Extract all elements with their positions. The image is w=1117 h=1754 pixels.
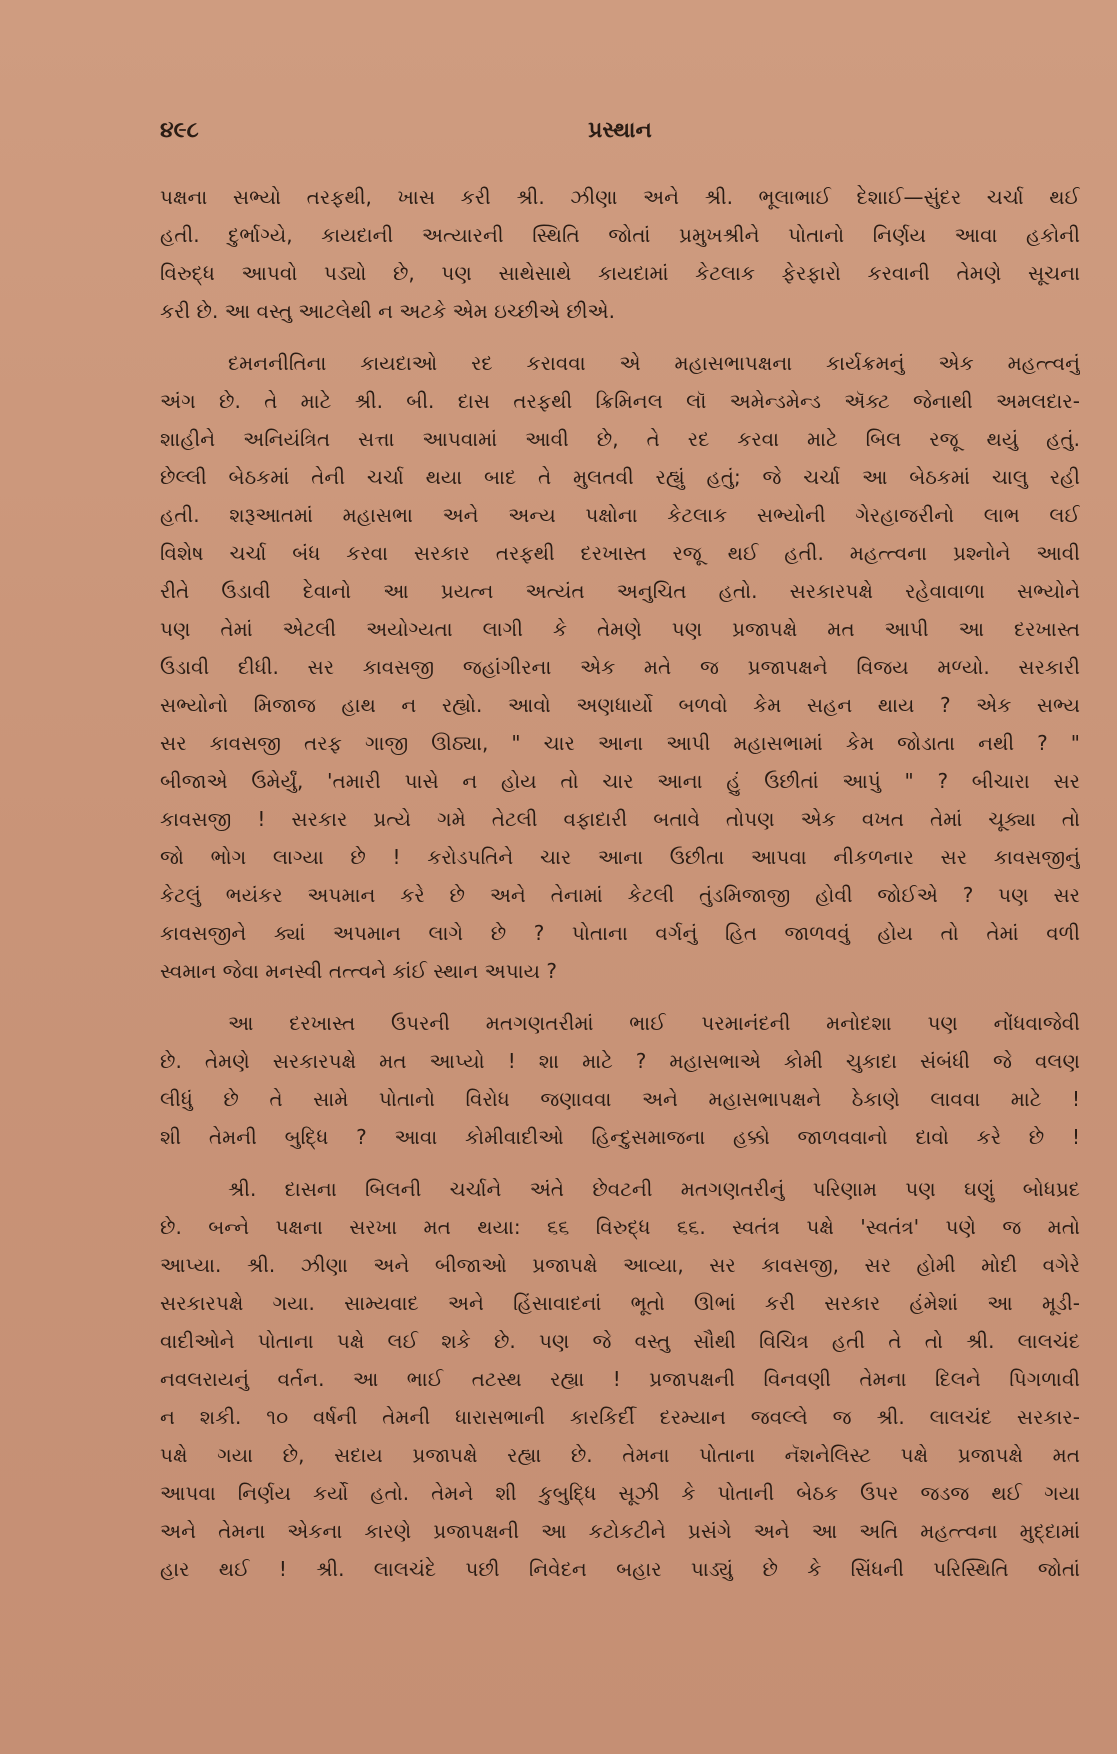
body-text xyxy=(160,178,1080,1602)
text-line: ન શકી. ૧૦ વર્ષની તેમની ધારાસભાની કારકિર્દી દરમ્યાન જવલ્લે જ શ્રી. લાલચંદ સરકાર- xyxy=(160,1405,1080,1429)
text-line: બીજાએ ઉમેર્યું, 'તમારી પાસે ન હોય તો ચાર આના હું ઉછીતાં આપું " ? બીચારા સર xyxy=(160,769,1080,793)
paragraph-1 xyxy=(160,178,1080,330)
text-line: કાવસજી ! સરકાર પ્રત્યે ગમે તેટલી વફાદારી બતાવે તોપણ એક વખત તેમાં ચૂક્યા તો xyxy=(160,807,1080,831)
text-line: શી તેમની બુદ્ધિ ? આવા કોમીવાદીઓ હિન્દુસમાજના હક્કો જાળવવાનો દાવો કરે છે ! xyxy=(160,1125,1080,1149)
text-line: પક્ષના સભ્યો તરફથી, ખાસ કરી શ્રી. ઝીણા અને શ્રી. ભૂલાભાઈ દેશાઈ—સુંદર ચર્ચા થઈ xyxy=(160,185,1080,209)
text-line: આ દરખાસ્ત ઉપરની મતગણતરીમાં ભાઈ પરમાનંદની મનોદશા પણ નોંધવાજેવી xyxy=(228,1011,1080,1035)
text-line: શાહીને અનિયંત્રિત સત્તા આપવામાં આવી છે, તે રદ કરવા માટે બિલ રજૂ થયું હતું. xyxy=(160,427,1080,451)
text-line: કાવસજીને ક્યાં અપમાન લાગે છે ? પોતાના વર્ગનું હિત જાળવવું હોય તો તેમાં વળી xyxy=(160,921,1080,945)
text-line: આપ્યા. શ્રી. ઝીણા અને બીજાઓ પ્રજાપક્ષે આવ્યા, સર કાવસજી, સર હોમી મોદી વગેરે xyxy=(160,1253,1080,1277)
running-title: પ્રસ્થાન xyxy=(588,118,652,143)
text-line: અંગ છે. તે માટે શ્રી. બી. દાસ તરફથી ક્રિમિનલ લૉ અમેન્ડમેન્ડ ઍક્ટ જેનાથી અમલદાર- xyxy=(160,389,1080,413)
text-line: છે. બન્ને પક્ષના સરખા મત થયા: ૬૬ વિરુદ્ધ ૬૬. સ્વતંત્ર પક્ષે 'સ્વતંત્ર' પણે જ મતો xyxy=(160,1215,1080,1239)
text-line: વિરુદ્ધ આપવો પડ્યો છે, પણ સાથેસાથે કાયદામાં કેટલાક ફેરફારો કરવાની તેમણે સૂચના xyxy=(160,261,1080,285)
page-header xyxy=(160,118,1080,158)
paragraph-3 xyxy=(160,1004,1080,1156)
text-line: નવલરાયનું વર્તન. આ ભાઈ તટસ્થ રહ્યા ! પ્રજાપક્ષની વિનવણી તેમના દિલને પિગળાવી xyxy=(160,1367,1080,1391)
text-line: સ્વમાન જેવા મનસ્વી તત્ત્વને કાંઈ સ્થાન અપાય ? xyxy=(160,959,557,983)
text-line: જો ભોગ લાગ્યા છે ! કરોડપતિને ચાર આના ઉછીતા આપવા નીકળનાર સર કાવસજીનું xyxy=(160,845,1080,869)
text-line: અને તેમના એકના કારણે પ્રજાપક્ષની આ કટોકટીને પ્રસંગે અને આ અતિ મહત્ત્વના મુદ્દામાં xyxy=(160,1519,1080,1543)
paragraph-2 xyxy=(160,344,1080,990)
paragraph-4 xyxy=(160,1170,1080,1588)
text-line: આપવા નિર્ણય કર્યો હતો. તેમને શી કુબુદ્ધિ સૂઝી કે પોતાની બેઠક ઉપર જડજ થઈ ગયા xyxy=(160,1481,1080,1505)
text-line: શ્રી. દાસના બિલની ચર્ચાને અંતે છેવટની મતગણતરીનું પરિણામ પણ ઘણું બોધપ્રદ xyxy=(228,1177,1080,1201)
text-line: કેટલું ભયંકર અપમાન કરે છે અને તેનામાં કેટલી તુંડમિજાજી હોવી જોઈએ ? પણ સર xyxy=(160,883,1080,907)
text-line: દમનનીતિના કાયદાઓ રદ કરાવવા એ મહાસભાપક્ષના કાર્યક્રમનું એક મહત્ત્વનું xyxy=(228,351,1080,375)
text-line: સર કાવસજી તરફ ગાજી ઊઠ્યા, " ચાર આના આપી મહાસભામાં કેમ જોડાતા નથી ? " xyxy=(160,731,1080,755)
page-number: ૪૯૮ xyxy=(160,118,199,143)
text-line: પણ તેમાં એટલી અયોગ્યતા લાગી કે તેમણે પણ પ્રજાપક્ષે મત આપી આ દરખાસ્ત xyxy=(160,617,1080,641)
text-line: પક્ષે ગયા છે, સદાય પ્રજાપક્ષે રહ્યા છે. તેમના પોતાના નૅશનેલિસ્ટ પક્ષે પ્રજાપક્ષે મત xyxy=(160,1443,1080,1467)
text-line: સરકારપક્ષે ગયા. સામ્યવાદ અને હિંસાવાદનાં ભૂતો ઊભાં કરી સરકાર હંમેશાં આ મૂડી- xyxy=(160,1291,1080,1315)
text-line: સભ્યોનો મિજાજ હાથ ન રહ્યો. આવો અણધાર્યો બળવો કેમ સહન થાય ? એક સભ્ય xyxy=(160,693,1080,717)
text-line: રીતે ઉડાવી દેવાનો આ પ્રયત્ન અત્યંત અનુચિત હતો. સરકારપક્ષે રહેવાવાળા સભ્યોને xyxy=(160,579,1080,603)
text-line: વિશેષ ચર્ચા બંધ કરવા સરકાર તરફથી દરખાસ્ત રજૂ થઈ હતી. મહત્ત્વના પ્રશ્નોને આવી xyxy=(160,541,1080,565)
text-line: હતી. દુર્ભાગ્યે, કાયદાની અત્યારની સ્થિતિ જોતાં પ્રમુખશ્રીને પોતાનો નિર્ણય આવા હકોની xyxy=(160,223,1080,247)
text-line: ઉડાવી દીધી. સર કાવસજી જહાંગીરના એક મતે જ પ્રજાપક્ષને વિજય મળ્યો. સરકારી xyxy=(160,655,1080,679)
text-line: કરી છે. આ વસ્તુ આટલેથી ન અટકે એમ ઇચ્છીએ છીએ. xyxy=(160,299,616,323)
text-line: વાદીઓને પોતાના પક્ષે લઈ શકે છે. પણ જે વસ્તુ સૌથી વિચિત્ર હતી તે તો શ્રી. લાલચંદ xyxy=(160,1329,1080,1353)
text-line: હતી. શરૂઆતમાં મહાસભા અને અન્ય પક્ષોના કેટલાક સભ્યોની ગેરહાજરીનો લાભ લઈ xyxy=(160,503,1080,527)
text-line: છે. તેમણે સરકારપક્ષે મત આપ્યો ! શા માટે ? મહાસભાએ કોમી ચુકાદા સંબંધી જે વલણ xyxy=(160,1049,1080,1073)
text-line: લીધું છે તે સામે પોતાનો વિરોધ જણાવવા અને મહાસભાપક્ષને ઠેકાણે લાવવા માટે ! xyxy=(160,1087,1080,1111)
text-line: છેલ્લી બેઠકમાં તેની ચર્ચા થયા બાદ તે મુલતવી રહ્યું હતું; જે ચર્ચા આ બેઠકમાં ચાલુ રહી xyxy=(160,465,1080,489)
text-line: હાર થઈ ! શ્રી. લાલચંદે પછી નિવેદન બહાર પાડ્યું છે કે સિંધની પરિસ્થિતિ જોતાં xyxy=(160,1557,1080,1581)
